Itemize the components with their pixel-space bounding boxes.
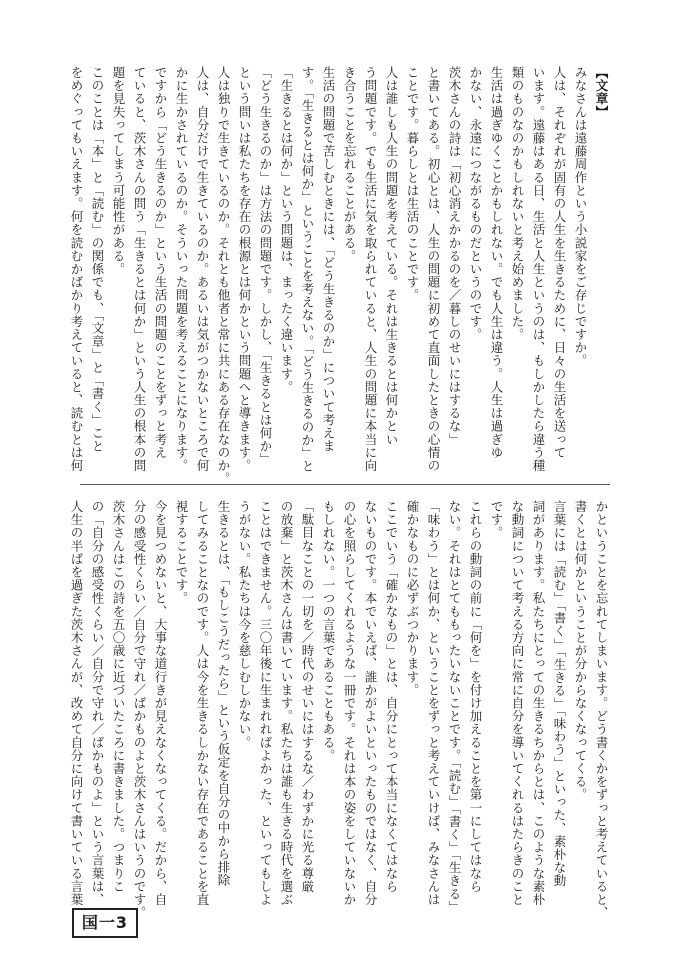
text-line: 詞があります。私たちにとっての生きるちからとは、このような素朴 <box>531 500 546 907</box>
page-number-badge: 国一3 <box>72 908 138 938</box>
text-line: ない。それはとてももったいないことです。「読む」「書く」「生きる」 <box>447 500 462 914</box>
text-line: うがない。私たちは今を慈しむしかない。 <box>237 500 252 749</box>
passage-upper <box>69 66 612 486</box>
text-line: き合うことを忘れることがある。 <box>342 66 357 263</box>
text-line: 茨木さんの詩は「初心消えかかるのを／暮しのせいにはするな」 <box>447 66 462 446</box>
text-line: 人は、それぞれが固有の人生を生きるために、日々の生活を送って <box>552 66 567 459</box>
text-line: もしれない。一つの言葉であることもある。 <box>321 500 336 762</box>
text-line: かない、永遠につながるものだというのです。 <box>468 66 483 342</box>
text-line: ことはできません。三〇年後に生まれればよかった、といってもしよ <box>258 500 273 907</box>
text-line: な動詞について考える方向に常に自分を導いてくれるはたらきのこと <box>510 500 525 907</box>
text-line: かに生かされているのか。そういった問題を考えることになります。 <box>174 66 189 473</box>
text-line: 生活は過ぎゆくことかもしれない。でも人生は違う。人生は過ぎゆ <box>489 66 504 459</box>
text-line: 分の感受性くらい／自分で守れ／ばかものよと茨木さんはいうのです。 <box>132 500 147 920</box>
text-line: 題を見失ってしまう可能性がある。 <box>111 66 126 276</box>
text-line: 今を見つめないと、大事な道行きが見えなくなってくる。だから、自 <box>153 500 168 907</box>
text-line: かということを忘れてしまいます。どう書くかをずっと考えていると、 <box>594 500 609 920</box>
section-divider <box>80 484 610 485</box>
text-line: をめぐってもいえます。何を読むかばかり考えていると、読むとは何 <box>69 66 84 473</box>
text-line: してみることなのです。人は今を生きるしかない存在であることを直 <box>195 500 210 907</box>
text-line: 言葉には「読む」「書く」「生きる」「味わう」といった、素朴な動 <box>552 500 567 888</box>
text-line: の心を照らしてくれるような一冊です。それは本の姿をしていないか <box>342 500 357 907</box>
text-line: 茨木さんはこの詩を五〇歳に近づいたころに書きました。つまりこ <box>111 500 126 893</box>
text-line: これらの動詞の前に「何を」を付け加えることを第一にしてはなら <box>468 500 483 893</box>
text-line: ていると、茨木さんの問う「生きるとは何か」という人生の根本の問 <box>132 66 147 473</box>
text-line: 視することです。 <box>174 500 189 605</box>
text-line: ですから「どう生きるのか」という生活の問題のことをずっと考え <box>153 66 168 459</box>
text-line: 「駄目なことの一切を／時代のせいにはするな／わずかに光る尊厳 <box>300 500 315 893</box>
text-line: す。「生きるとは何か」ということを考えない。「どう生きるのか」と <box>300 66 315 473</box>
text-line: 生活の問題で苦しむときには、「どう生きるのか」について考えま <box>321 66 336 453</box>
text-line: という問いは私たちを存在の根源とは何かという問題へと導きます。 <box>237 66 252 473</box>
text-line: 「どう生きるのか」は方法の問題です。しかし、「生きるとは何か」 <box>258 66 273 466</box>
text-line: 人は独りで生きているのか。それとも他者と常に共にある存在なのか。 <box>216 66 231 486</box>
text-line: 「生きるとは何か」という問題は、まったく違います。 <box>279 66 294 394</box>
text-line: う問題です。でも生活に気を取られていると、人生の問題に本当に向 <box>363 66 378 473</box>
text-line: 「味わう」とは何か、ということをずっと考えていけば、みなさんは <box>426 500 441 907</box>
text-line: 生きるとは、「もしこうだったら」という仮定を自分の中から排除 <box>216 500 231 887</box>
text-line: 人は誰しも人生の問題を考えている。それは生きるとは何かとい <box>384 66 399 446</box>
text-line: 類のものなのかもしれないと考え始めました。 <box>510 66 525 342</box>
passage-lower <box>69 500 612 920</box>
text-line: 人生の半ばを過ぎた茨木さんが、改めて自分に向けて書いている言葉 <box>69 500 84 907</box>
text-line: このことは「本」と「読む」の関係でも、「文章」と「書く」こと <box>90 66 105 453</box>
text-line: と書いてある。初心とは、人生の問題に初めて直面したときの心情の <box>426 66 441 473</box>
text-line: います。遠藤はある日、生活と人生というのは、もしかしたら違う種 <box>531 66 546 473</box>
text-line: ことです。暮らしとは生活のことです。 <box>405 66 420 302</box>
text-line: 書くとは何かということが分からなくなってくる。 <box>573 500 588 802</box>
text-line: です。 <box>489 500 504 540</box>
text-line: みなさんは遠藤周作という小説家をご存じですか。 <box>573 66 588 368</box>
text-line: ここでいう「確かなもの」とは、自分にとって本当になくてはなら <box>384 500 399 893</box>
section-heading: 【文章】 <box>594 66 609 119</box>
text-line: の放棄」と茨木さんは書いています。私たちは誰も生きる時代を選ぶ <box>279 500 294 907</box>
text-line: 確かなものに必ずぶつかります。 <box>405 500 420 697</box>
text-line: 人は、自分だけで生きているのか。あるいは気がつかないところで何 <box>195 66 210 473</box>
text-line: ないものです。本でいえば、誰かがよいといったものではなく、自分 <box>363 500 378 907</box>
text-line: の「自分の感受性くらい／自分で守れ／ばかものよ」という言葉は、 <box>90 500 105 907</box>
